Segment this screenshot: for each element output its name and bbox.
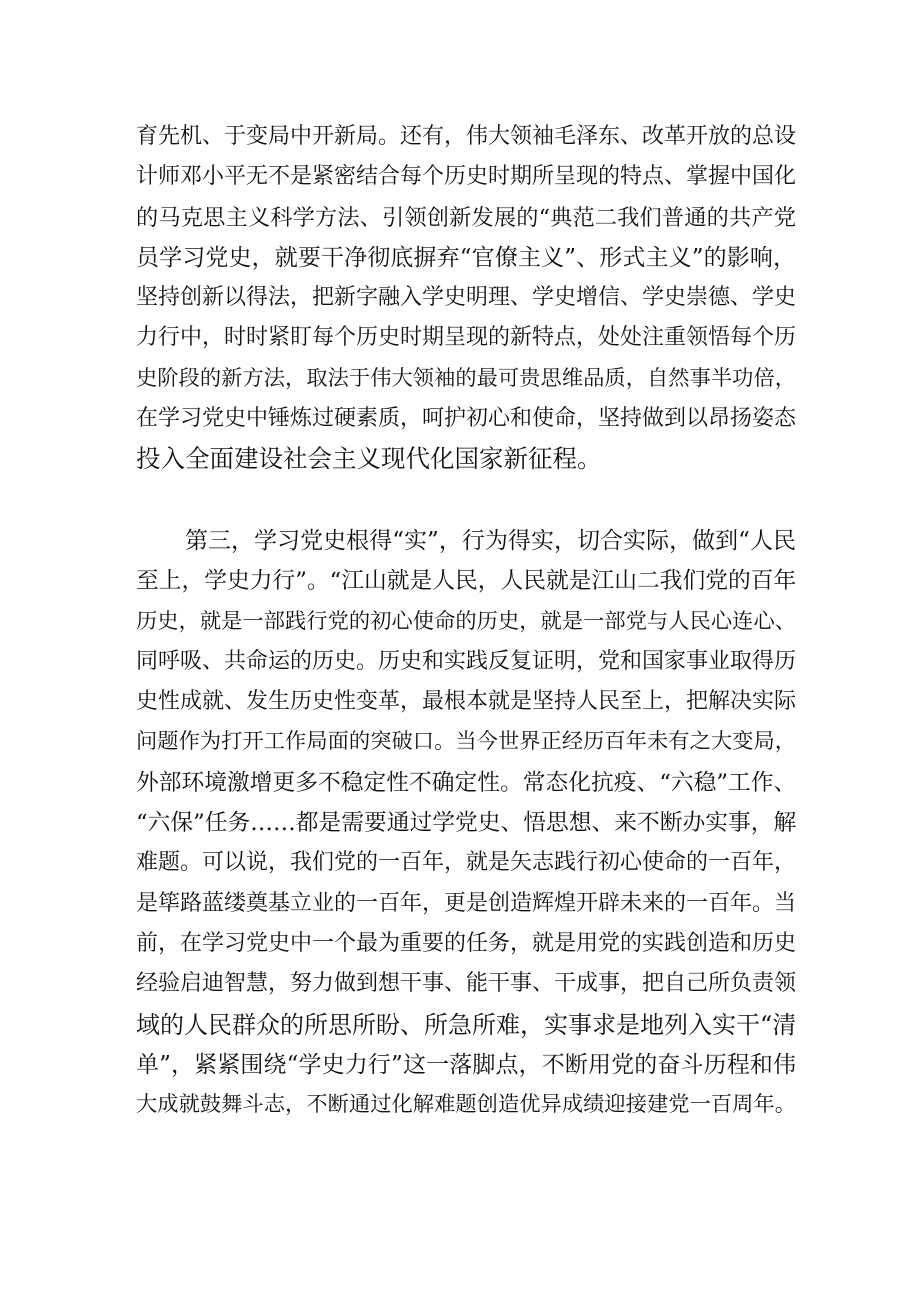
text-line: 经验启迪智慧，努力做到想干事、能干事、干成事，把自己所负责领: [136, 971, 797, 997]
text-line: “六保”任务……都是需要通过学党史、悟思想、来不断办实事，解: [136, 810, 797, 837]
text-line: 计师邓小平无不是紧密结合每个历史时期所呈现的特点、掌握中国化: [136, 164, 797, 190]
text-line: 史性成就、发生历史性变革，最根本就是坚持人民至上，把解决实际: [136, 689, 797, 715]
text-line: 是筚路蓝缕奠基立业的一百年，更是创造辉煌开辟未来的一百年。当: [136, 890, 797, 916]
text-line: 大成就鼓舞斗志，不断通过化解难题创造优异成绩迎接建党一百周年。: [136, 1092, 796, 1118]
text-line: 域的人民群众的所思所盼、所急所难，实事求是地列入实干“清: [136, 1010, 797, 1039]
text-line: 同呼吸、共命运的历史。历史和实践反复证明，党和国家事业取得历: [136, 648, 797, 674]
text-line: 难题。可以说，我们党的一百年，就是矢志践行初心使命的一百年，: [136, 850, 797, 876]
text-line: 外部环境激增更多不稳定性不确定性。常态化抗疫、“六稳”工作、: [136, 769, 797, 796]
text-line: 单”，紧紧围绕“学史力行”这一落脚点，不断用党的奋斗历程和伟: [136, 1051, 796, 1078]
text-line: 员学习党史，就要干净彻底摒弃“官僚主义”、形式主义”的影响，: [136, 244, 796, 271]
text-line: 问题作为打开工作局面的突破口。当今世界正经历百年未有之大变局，: [136, 729, 796, 755]
text-line: 投入全面建设社会主义现代化国家新征程。: [136, 444, 602, 474]
text-line: 第三，学习党史根得“实”，行为得实，切合实际，做到“人民: [185, 528, 796, 554]
text-line: 的马克思主义科学方法、引领创新发展的“典范二我们普通的共产党: [136, 204, 796, 231]
text-line: 史阶段的新方法，取法于伟大领袖的最可贵思维品质，自然事半功倍，: [136, 365, 796, 391]
text-line: 坚持创新以得法，把新字融入学史明理、学史增信、学史崇德、学史: [136, 285, 797, 311]
text-line: 历史，就是一部践行党的初心使命的历史，就是一部党与人民心连心、: [136, 608, 796, 634]
text-line: 至上，学史力行”。“江山就是人民，人民就是江山二我们党的百年: [136, 568, 797, 595]
text-line: 育先机、于变局中开新局。还有，伟大领袖毛泽东、改革开放的总设: [136, 124, 797, 149]
text-line: 在学习党史中锤炼过硬素质，呵护初心和使命，坚持做到以昂扬姿态: [136, 406, 797, 432]
text-line: 前，在学习党史中一个最为重要的任务，就是用党的实践创造和历史: [136, 930, 797, 956]
paragraph-1: [136, 117, 796, 480]
paragraph-2: [136, 521, 796, 1125]
text-line: 力行中，时时紧盯每个历史时期呈现的新特点，处处注重领悟每个历: [136, 325, 797, 351]
